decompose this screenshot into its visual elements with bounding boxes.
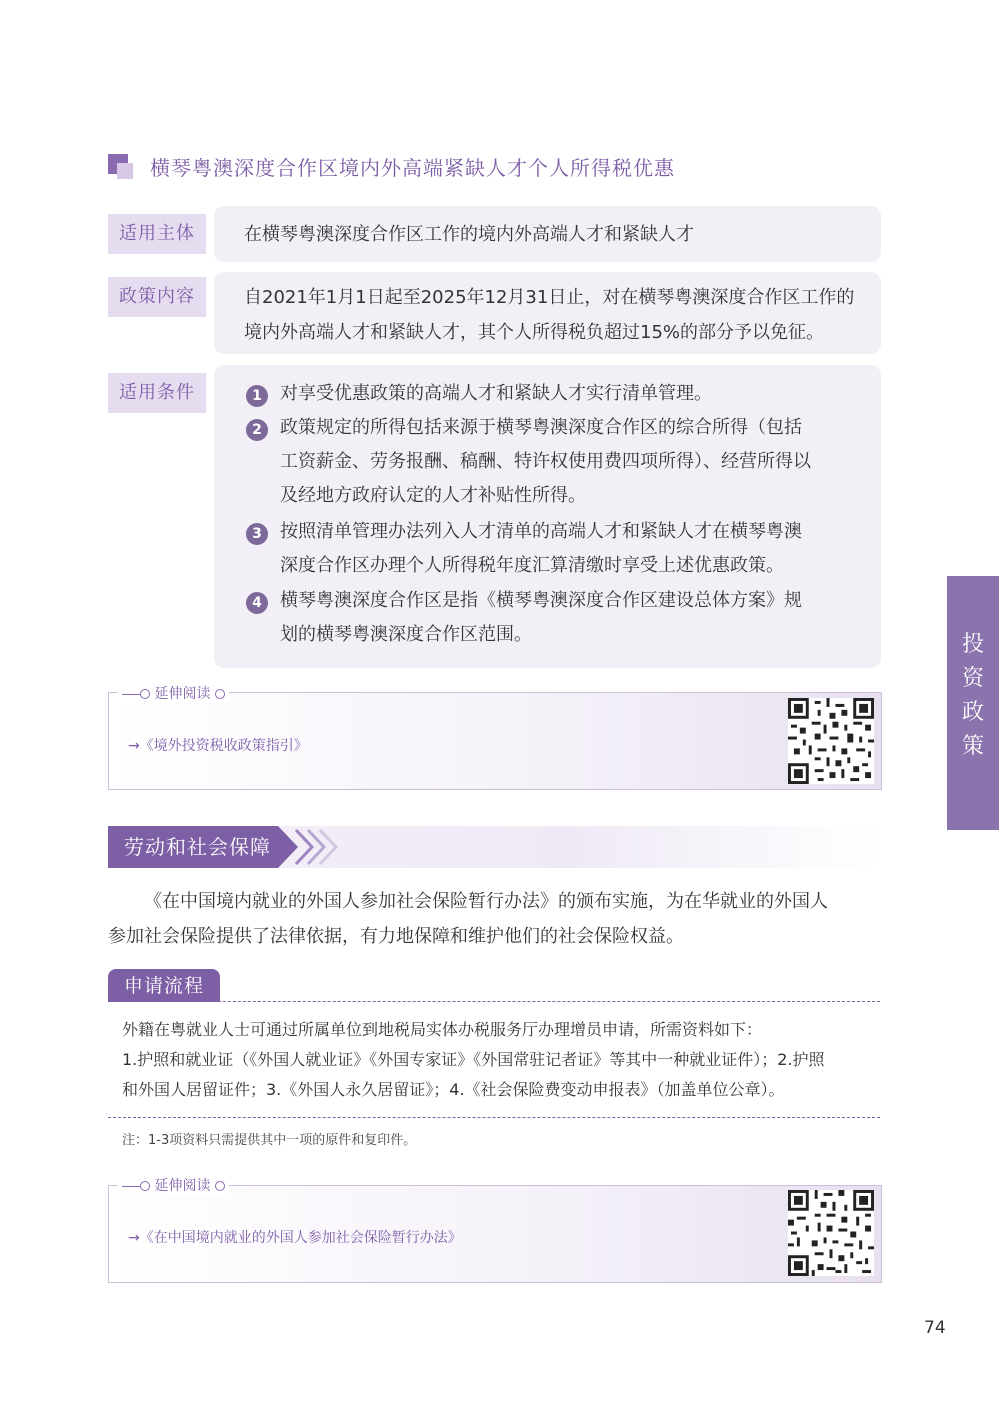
application-flow-title: 申请流程 [108,969,220,1002]
qr-code-icon[interactable] [788,1190,874,1276]
labor-paragraph-line: 参加社会保险提供了法律依据，有力地保障和维护他们的社会保险权益。 [108,926,684,947]
condition-line: 横琴粤澳深度合作区是指《横琴粤澳深度合作区建设总体方案》规 [280,590,802,611]
condition-line: 划的横琴粤澳深度合作区范围。 [280,624,532,645]
condition-item [246,515,855,583]
condition-number: 4 [246,592,268,614]
labor-section-title: 劳动和社会保障 [124,835,271,859]
side-tab-char: 资 [961,666,984,691]
page-number: 74 [924,1318,946,1338]
condition-line: 工资薪金、劳务报酬、稿酬、特许权使用费四项所得）、经营所得以 [280,451,811,472]
application-flow-note: 注：1-3项资料只需提供其中一项的原件和复印件。 [122,1133,417,1148]
condition-number: 2 [246,419,268,441]
extended-reading-title: 延伸阅读 [154,1178,211,1194]
application-flow-line: 1.护照和就业证（《外国人就业证》《外国专家证》《外国常驻记者证》等其中一种就业证件）；2.护照 [122,1050,825,1069]
side-tab-char: 策 [961,734,984,759]
condition-line: 对享受优惠政策的高端人才和紧缺人才实行清单管理。 [280,383,712,404]
policy-content-line: 自2021年1月1日起至2025年12月31日止，对在横琴粤澳深度合作区工作的 [244,287,855,308]
labor-paragraph [108,884,880,954]
extended-reading-heading [118,683,229,703]
application-flow-line: 和外国人居留证件；3.《外国人永久居留证》；4.《社会保险费变动申报表》（加盖单位公章）。 [122,1080,785,1099]
conditions-label: 适用条件 [108,373,206,413]
condition-line: 政策规定的所得包括来源于横琴粤澳深度合作区的综合所得（包括 [280,417,802,438]
applicable-subject-box [214,206,881,262]
condition-item [246,584,855,652]
side-tab-label [947,628,999,764]
condition-number: 1 [246,385,268,407]
condition-item [246,377,855,411]
qr-code-icon[interactable] [788,698,874,784]
condition-line: 深度合作区办理个人所得税年度汇算清缴时享受上述优惠政策。 [280,555,784,576]
extended-reading-heading [118,1175,229,1195]
applicable-subject-text: 在横琴粤澳深度合作区工作的境内外高端人才和紧缺人才 [244,224,694,245]
application-flow-text [122,1015,874,1105]
applicable-subject-label: 适用主体 [108,214,206,254]
side-tab-char: 政 [961,700,984,725]
policy-content-box [214,272,881,354]
application-flow-line: 外籍在粤就业人士可通过所属单位到地税局实体办税服务厅办理增员申请，所需资料如下： [122,1020,763,1039]
labor-paragraph-line: 《在中国境内就业的外国人参加社会保险暂行办法》的颁布实施，为在华就业的外国人 [144,891,828,912]
divider [108,1117,880,1118]
section-title: 横琴粤澳深度合作区境内外高端紧缺人才个人所得税优惠 [150,156,675,180]
extended-reading-link[interactable]: →《在中国境内就业的外国人参加社会保险暂行办法》 [128,1230,462,1246]
condition-item [246,411,855,513]
side-tab-char: 投 [961,632,984,657]
section-title-icon [108,154,136,182]
condition-line: 及经地方政府认定的人才补贴性所得。 [280,485,586,506]
condition-line: 按照清单管理办法列入人才清单的高端人才和紧缺人才在横琴粤澳 [280,521,802,542]
chevron-right-icon [316,826,340,868]
policy-content-label: 政策内容 [108,277,206,317]
extended-reading-title: 延伸阅读 [154,686,211,702]
conditions-box [214,365,881,668]
condition-number: 3 [246,523,268,545]
extended-reading-link[interactable]: →《境外投资税收政策指引》 [128,738,308,754]
policy-content-line: 境内外高端人才和紧缺人才，其个人所得税负超过15%的部分予以免征。 [244,322,825,343]
divider [108,1001,880,1002]
